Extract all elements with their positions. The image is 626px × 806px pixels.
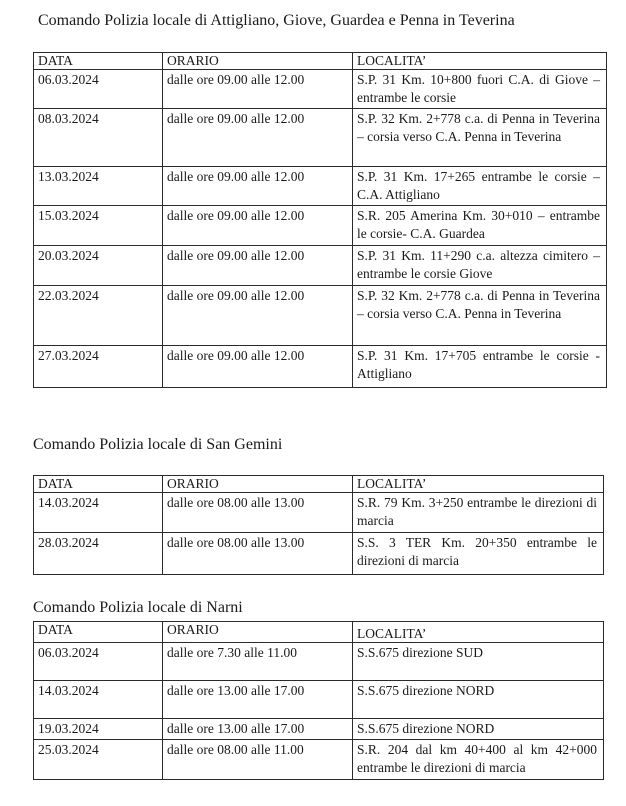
cell-time: dalle ore 08.00 alle 11.00 (163, 740, 353, 780)
table-row (34, 740, 604, 780)
cell-location: S.P. 32 Km. 2+778 c.a. di Penna in Teverina – corsia verso C.A. Penna in Teverina (353, 286, 607, 346)
table-row (34, 493, 604, 533)
table-row (34, 346, 607, 388)
cell-location: S.S.675 direzione NORD (353, 719, 604, 740)
cell-date: 14.03.2024 (34, 681, 163, 719)
header-data: DATA (34, 622, 163, 643)
table-row (34, 533, 604, 575)
cell-location: S.P. 31 Km. 17+705 entrambe le corsie - Attigliano (353, 346, 607, 388)
table-row (34, 109, 607, 167)
cell-time: dalle ore 08.00 alle 13.00 (163, 533, 353, 575)
cell-time: dalle ore 08.00 alle 13.00 (163, 493, 353, 533)
cell-location: S.P. 31 Km. 10+800 fuori C.A. di Giove – entrambe le corsie (353, 70, 607, 109)
cell-location: S.S.675 direzione SUD (353, 643, 604, 681)
header-orario: ORARIO (163, 53, 353, 70)
cell-time: dalle ore 09.00 alle 12.00 (163, 167, 353, 206)
table-header-row (34, 476, 604, 493)
cell-date: 19.03.2024 (34, 719, 163, 740)
cell-date: 06.03.2024 (34, 643, 163, 681)
cell-location: S.R. 79 Km. 3+250 entrambe le direzioni di marcia (353, 493, 604, 533)
cell-date: 28.03.2024 (34, 533, 163, 575)
cell-time: dalle ore 09.00 alle 12.00 (163, 109, 353, 167)
header-orario: ORARIO (163, 476, 353, 493)
cell-time: dalle ore 09.00 alle 12.00 (163, 246, 353, 286)
table-row (34, 246, 607, 286)
cell-date: 14.03.2024 (34, 493, 163, 533)
cell-location: S.S.675 direzione NORD (353, 681, 604, 719)
header-localita: LOCALITA’ (353, 622, 604, 643)
cell-date: 20.03.2024 (34, 246, 163, 286)
cell-time: dalle ore 13.00 alle 17.00 (163, 681, 353, 719)
cell-date: 27.03.2024 (34, 346, 163, 388)
cell-time: dalle ore 09.00 alle 12.00 (163, 286, 353, 346)
cell-location: S.R. 205 Amerina Km. 30+010 – entrambe le corsie- C.A. Guardea (353, 206, 607, 246)
cell-time: dalle ore 7.30 alle 11.00 (163, 643, 353, 681)
header-localita: LOCALITA’ (353, 476, 604, 493)
cell-time: dalle ore 09.00 alle 12.00 (163, 70, 353, 109)
cell-date: 08.03.2024 (34, 109, 163, 167)
header-orario: ORARIO (163, 622, 353, 643)
cell-time: dalle ore 09.00 alle 12.00 (163, 206, 353, 246)
cell-location: S.P. 32 Km. 2+778 c.a. di Penna in Teverina – corsia verso C.A. Penna in Teverina (353, 109, 607, 167)
table-row (34, 70, 607, 109)
table-row (34, 167, 607, 206)
table-row (34, 643, 604, 681)
schedule-table-attigliano (33, 52, 607, 388)
table-row (34, 206, 607, 246)
cell-location: S.P. 31 Km. 11+290 c.a. altezza cimitero – entrambe le corsie Giove (353, 246, 607, 286)
cell-date: 25.03.2024 (34, 740, 163, 780)
table-row (34, 719, 604, 740)
cell-time: dalle ore 13.00 alle 17.00 (163, 719, 353, 740)
table-header-row (34, 53, 607, 70)
header-localita: LOCALITA’ (353, 53, 607, 70)
section-title-attigliano: Comando Polizia locale di Attigliano, Giove, Guardea e Penna in Teverina (38, 12, 515, 29)
table-row (34, 681, 604, 719)
schedule-table-narni (33, 621, 604, 780)
schedule-table-san-gemini (33, 475, 604, 575)
section-title-narni: Comando Polizia locale di Narni (33, 599, 243, 616)
table-row (34, 286, 607, 346)
cell-date: 22.03.2024 (34, 286, 163, 346)
cell-date: 15.03.2024 (34, 206, 163, 246)
cell-location: S.R. 204 dal km 40+400 al km 42+000 entrambe le direzioni di marcia (353, 740, 604, 780)
cell-time: dalle ore 09.00 alle 12.00 (163, 346, 353, 388)
header-data: DATA (34, 53, 163, 70)
cell-location: S.P. 31 Km. 17+265 entrambe le corsie – C.A. Attigliano (353, 167, 607, 206)
header-data: DATA (34, 476, 163, 493)
section-title-san-gemini: Comando Polizia locale di San Gemini (33, 436, 283, 453)
cell-location: S.S. 3 TER Km. 20+350 entrambe le direzioni di marcia (353, 533, 604, 575)
cell-date: 06.03.2024 (34, 70, 163, 109)
table-header-row (34, 622, 604, 643)
cell-date: 13.03.2024 (34, 167, 163, 206)
